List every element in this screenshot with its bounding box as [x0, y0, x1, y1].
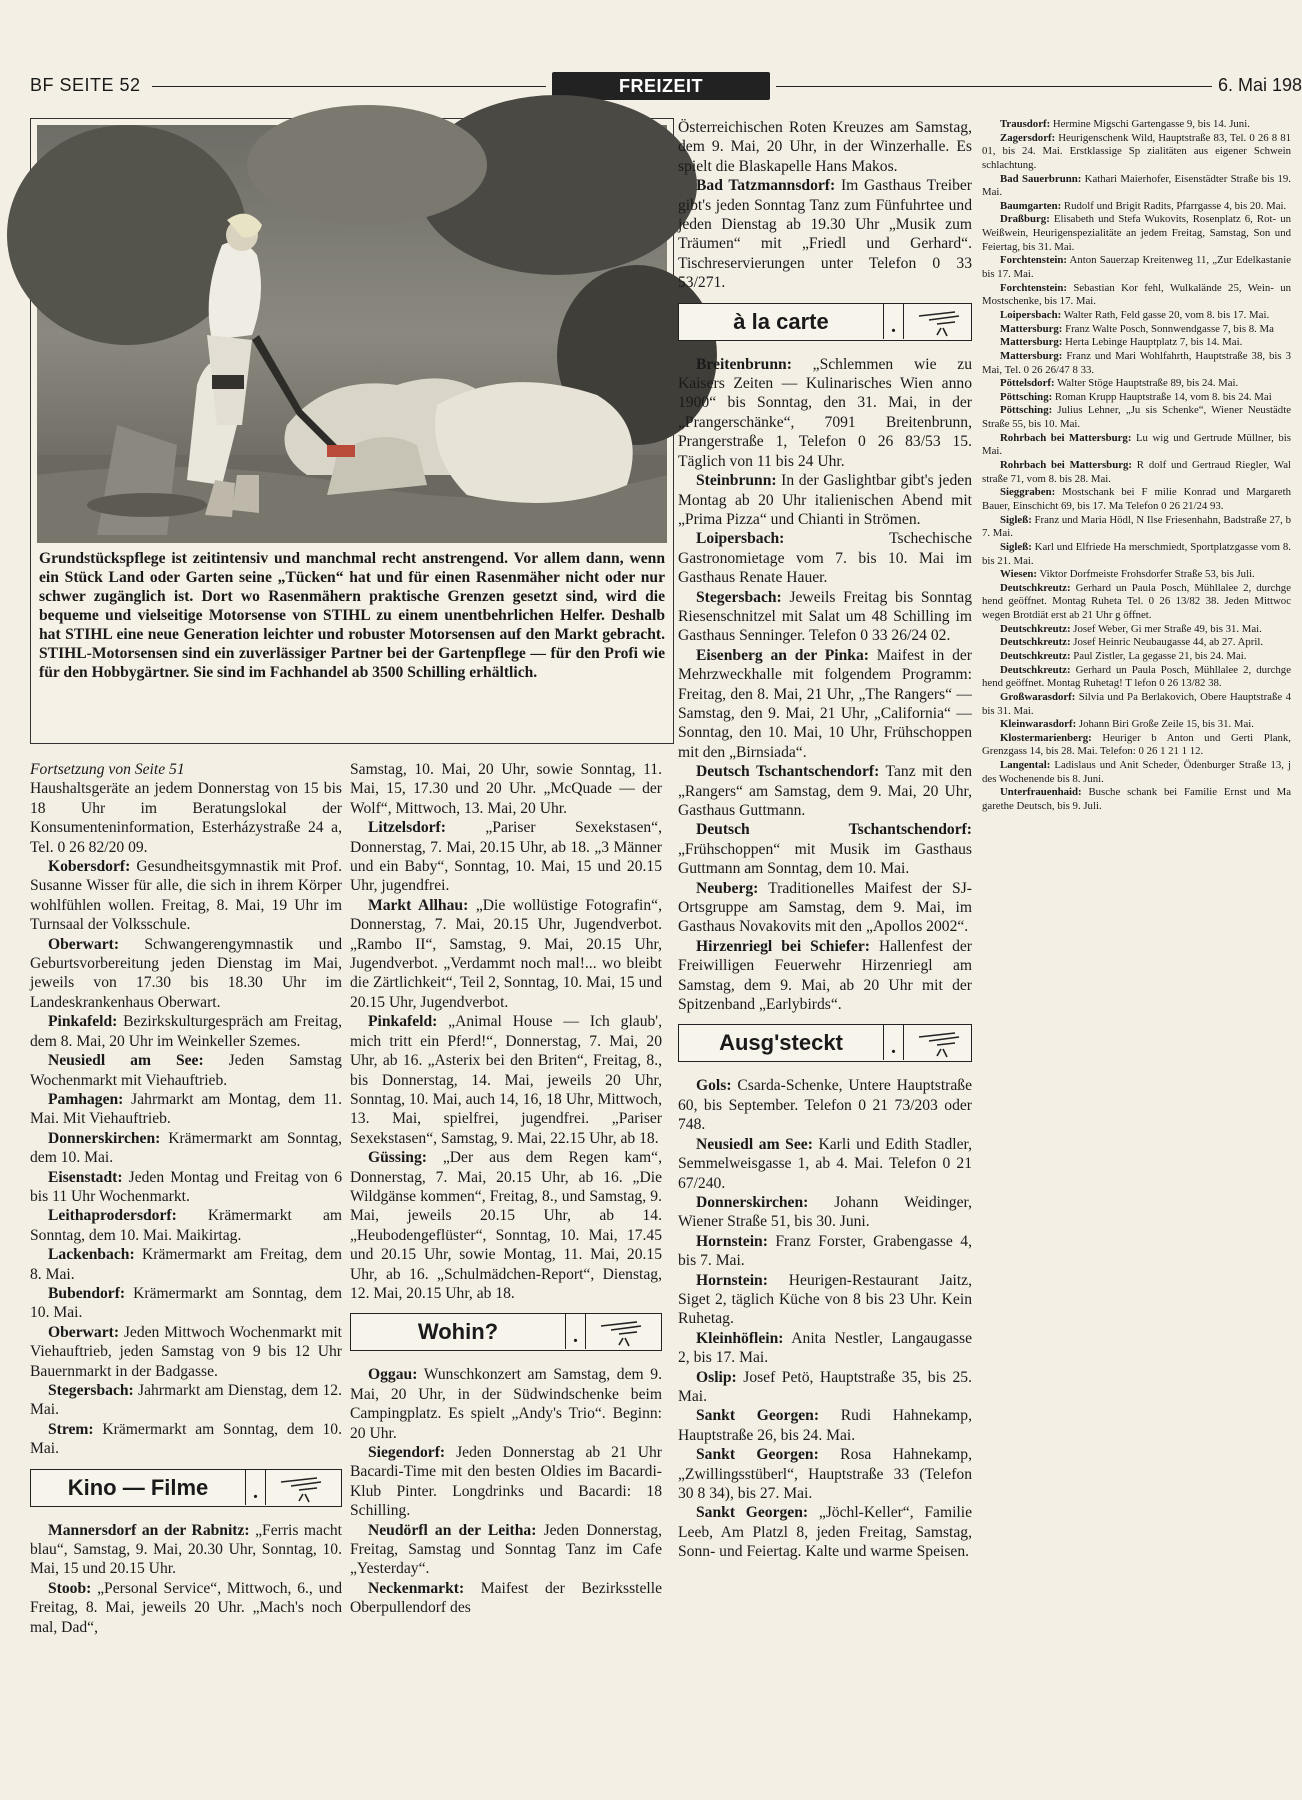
listing-place: Hornstein:: [696, 1232, 768, 1250]
listing-entry: [350, 1148, 662, 1303]
listing-place: Pamhagen:: [48, 1090, 124, 1108]
listing-entry: [30, 1206, 342, 1245]
listing-text: „Jöchl-Keller“, Familie Leeb, Am Platzl 8, jeden Freitag, Samstag, Sonn- und Feiertag. Kalte und warme Speisen.: [678, 1504, 972, 1561]
listing-text: Jeden Donnerstag ab 21 Uhr Bacardi-Time mit den besten Oldies im Bacardi-Klub Pinter. Longdrinks und Bacardi: 18 Schilling.: [350, 1444, 662, 1520]
listing-place: Draßburg:: [1000, 213, 1050, 226]
listing-text: „Frühschoppen“ mit Musik im Gasthaus Guttmann am Sonntag, dem 10. Mai.: [678, 840, 972, 878]
listing-text: Krämermarkt am Freitag, dem 8. Mai.: [30, 1246, 342, 1283]
section-title: Kino — Filme: [31, 1470, 246, 1505]
listing-place: Sieggraben:: [1000, 486, 1056, 499]
pointing-hand-icon: [915, 1029, 967, 1059]
listing-place: Steinbrunn:: [696, 472, 777, 490]
listing-text: „Die wollüstige Fotografin“, Donnerstag, 7. Mai, 20.15 Uhr, Jugendverbot. „Rambo II“, Samstag, 9. Mai, 20.15 Uhr, Jugendverbot. „Verdammt noch mal!... wo bleibt die Zärtlichkeit“, Teil 2, Sonntag, 10. Mai, 15 und 20.15 Uhr, Jugendverbot.: [350, 896, 662, 1011]
listing-entry: [982, 391, 1291, 405]
listing-text: Josef Weber, Gi mer Straße 49, bis 31. Mai.: [1070, 622, 1262, 635]
photo-caption: Grundstückspflege ist zeitintensiv und manchmal recht anstrengend. Vor allem dann, wenn ein Stück Land oder Garten seine „Tücken“ hat und für einen Rasenmäher nicht oder nur schwer zugänglich ist. Dort wo Rasenmähern praktische Grenzen gesetzt sind, wird die bequeme und vielseitige Motorsense von STIHL zu einem unentbehrlichen Helfer. Deshalb hat STIHL eine neue Generation leichter und robuster Motorsensen auf den Markt gebracht. STIHL-Motorsensen sind ein zuverlässiger Partner bei der Gartenpflege — für den Profi wie für den Hobbygärtner. Sie sind im Fachhandel ab 3500 Schilling erhältlich.: [39, 550, 665, 681]
listing-place: Bad Tatzmannsdorf:: [696, 177, 836, 195]
listing-entry: [982, 582, 1291, 623]
listing-entry: [30, 1051, 342, 1090]
listing-place: Deutschkreutz:: [1000, 581, 1071, 594]
listing-text: R dolf und Gertraud Riegler, Wal straße 71, vom 8. bis 28. Mai.: [982, 459, 1291, 485]
listing-entry: [30, 1579, 342, 1637]
listing-entry: [678, 1232, 972, 1271]
listing-place: Deutschkreutz:: [1000, 663, 1071, 676]
listing-place: Deutschkreutz:: [1000, 649, 1071, 662]
listing-entry: [982, 650, 1291, 664]
listing-text: Krämermarkt am Sonntag, dem 10. Mai.: [30, 1284, 342, 1322]
section-marker: .: [246, 1470, 266, 1505]
listing-entry: [982, 213, 1291, 254]
listing-entry: [30, 1168, 342, 1207]
listing-entry: [982, 200, 1291, 214]
pointing-hand-icon: [597, 1318, 649, 1348]
listing-text: Heuriger b Anton und Gerti Plank, Grenzgass 14, bis 28. Mai. Telefon: 0 26 1 21 1 12.: [982, 731, 1291, 758]
section-label: FREIZEIT: [552, 72, 770, 100]
event-list: [30, 857, 342, 1459]
section-title: Wohin?: [351, 1314, 566, 1349]
listing-entry: [678, 1193, 972, 1232]
listing-entry: [30, 935, 342, 1013]
listing-entry: [982, 759, 1291, 786]
section-header-a-la-carte: [678, 303, 972, 341]
listing-place: Neuberg:: [696, 879, 759, 897]
listing-entry: [982, 691, 1291, 718]
listing-place: Stoob:: [48, 1579, 92, 1597]
listing-entry: [350, 896, 662, 1012]
listing-text: Anton Sauerzap Kreitenweg 11, „Zur Edelkastanie bis 17. Mai.: [982, 254, 1291, 281]
listing-place: Neusiedl am See:: [696, 1135, 813, 1153]
listing-place: Neusiedl am See:: [48, 1052, 204, 1070]
listing-text: Schwangerengymnastik und Geburtsvorbereitung jeden Dienstag im Mai, jeweils von 17.30 bis 18.30 Uhr im Landeskrankenhaus Oberwart.: [30, 935, 342, 1011]
photo-illustration: [37, 125, 667, 543]
listing-entry: [350, 1365, 662, 1443]
listing-place: Deutschkreutz:: [1000, 622, 1071, 635]
pointing-hand-icon: [277, 1474, 329, 1504]
listing-text: Maifest in der Mehrzweckhalle mit folgendem Programm: Freitag, den 8. Mai, 21 Uhr, „The Rangers“ — Samstag, den 9. Mai, 21 Uhr, „California“ — Sonntag, den 10. Mai, 10 Uhr, Frühschoppen mit den „Birnsiada“.: [678, 646, 972, 761]
listing-place: Deutsch Tschantschendorf:: [696, 763, 880, 781]
paragraph: Österreichischen Roten Kreuzes am Samstag, dem 9. Mai, 20 Uhr, in der Winzerhalle. Es spielt die Blaskapelle Hans Makos.: [678, 119, 972, 175]
listing-place: Pöttelsdorf:: [1000, 377, 1055, 390]
listing-place: Rohrbach bei Mattersburg:: [1000, 431, 1132, 444]
listing-entry: [982, 336, 1291, 350]
listing-place: Litzelsdorf:: [368, 819, 446, 837]
event-list-a-la-carte: [678, 355, 972, 1015]
listing-place: Forchtenstein:: [1000, 281, 1067, 294]
listing-entry: [30, 1090, 342, 1129]
listing-entry: [678, 355, 972, 471]
listing-text: Josef Petö, Hauptstraße 35, bis 25. Mai.: [678, 1368, 972, 1405]
listing-entry: [678, 879, 972, 937]
listing-text: Kathari Maierhofer, Eisenstädter Straße bis 19. Mai.: [982, 172, 1292, 199]
listing-entry: [982, 404, 1291, 431]
listing-place: Oberwart:: [48, 935, 120, 953]
event-list: [982, 118, 1291, 814]
listing-text: Bezirkskulturgespräch am Freitag, dem 8. Mai, 20 Uhr im Weinkeller Szemes.: [30, 1013, 342, 1050]
listing-text: Anita Nestler, Langaugasse 2, bis 17. Mai.: [678, 1329, 972, 1367]
listing-text: Gerhard un Paula Posch, Mühllalee 2, durchge hend geöffnet. Montag Ruheta Tel. 0 26 13/82 38. Jeden Mittwoc wegen Brotdiät erst ab 21 Uhr g öffnet.: [982, 581, 1291, 622]
section-header-kino: [30, 1469, 342, 1507]
listing-text: Johann Biri Große Zeile 15, bis 31. Mai.: [1076, 718, 1254, 731]
listing-place: Kleinwarasdorf:: [1000, 718, 1077, 731]
listing-entry: [678, 1406, 972, 1445]
section-title: à la carte: [679, 304, 884, 339]
listing-entry: [350, 1579, 662, 1618]
listing-place: Lackenbach:: [48, 1246, 135, 1264]
column-4: [982, 118, 1291, 1798]
listing-text: Hermine Migschi Gartengasse 9, bis 14. Juni.: [1050, 118, 1250, 130]
listing-place: Neckenmarkt:: [368, 1579, 465, 1597]
listing-place: Sigleß:: [1000, 540, 1032, 553]
continuation-note: Fortsetzung von Seite 51: [30, 761, 185, 778]
listing-text: Franz Walte Posch, Sonnwendgasse 7, bis 8. Ma: [1062, 322, 1274, 335]
listing-entry: [30, 1284, 342, 1323]
event-list-wohin: [350, 1365, 662, 1617]
listing-entry: [30, 1245, 342, 1284]
listing-place: Mannersdorf an der Rabnitz:: [48, 1521, 250, 1539]
listing-entry: [982, 132, 1291, 173]
page-header: [30, 74, 1302, 100]
listing-place: Deutschkreutz:: [1000, 636, 1071, 649]
event-list-ausgsteckt: [678, 1076, 972, 1561]
listing-entry: [678, 646, 972, 762]
listing-place: Loipersbach:: [1000, 308, 1062, 321]
section-marker: .: [884, 304, 904, 339]
listing-entry: [982, 514, 1291, 541]
listing-entry: [982, 432, 1291, 459]
listing-place: Zagersdorf:: [1000, 131, 1056, 144]
listing-entry: [678, 1445, 972, 1503]
listing-place: Pöttsching:: [1000, 390, 1053, 403]
listing-place: Klostermarienberg:: [1000, 731, 1092, 744]
listing-entry: [982, 459, 1291, 486]
issue-date: 6. Mai 198: [1218, 75, 1302, 95]
listing-text: Lu wig und Gertrude Müllner, bis Mai.: [982, 431, 1292, 458]
listing-text: Im Gasthaus Treiber gibt's jeden Sonntag Tanz zum Fünfuhrtee und jeden Dienstag ab 19.30 Uhr „Musik zum Träumen“ mit „Friedl und Gerhard“. Tischreservierungen unter Telefon 0 33 53/271.: [678, 177, 972, 292]
listing-place: Mattersburg:: [1000, 349, 1063, 362]
listing-entry: [982, 636, 1291, 650]
listing-text: Rudolf und Brigit Radits, Pfarrgasse 4, bis 20. Mai.: [1061, 199, 1287, 212]
listing-place: Forchtenstein:: [1000, 254, 1067, 267]
listing-entry: [982, 486, 1291, 513]
listing-text: Jahrmarkt am Dienstag, dem 12. Mai.: [30, 1382, 342, 1419]
listing-place: Breitenbrunn:: [696, 355, 792, 373]
listing-place: Sankt Georgen:: [696, 1407, 820, 1425]
listing-text: Jeden Montag und Freitag von 6 bis 11 Uhr Wochenmarkt.: [30, 1168, 342, 1205]
listing-entry: [678, 820, 972, 878]
listing-text: Walter Stöge Hauptstraße 89, bis 24. Mai.: [1054, 377, 1239, 390]
listing-place: Eisenstadt:: [48, 1168, 123, 1186]
event-list: [350, 818, 662, 1303]
listing-text: Johann Weidinger, Wiener Straße 51, bis 30. Juni.: [678, 1193, 972, 1231]
listing-text: Silvia und Pa Berlakovich, Obere Hauptstraße 4 bis 31. Mai.: [982, 690, 1291, 717]
listing-entry: [982, 786, 1291, 813]
section-marker: .: [884, 1025, 904, 1060]
listing-entry: [982, 173, 1291, 200]
photo-gardener-with-brushcutter: [37, 125, 667, 543]
listing-entry: [350, 1443, 662, 1521]
listing-entry: [30, 1381, 342, 1420]
listing-entry: [982, 377, 1291, 391]
listing-text: Hallenfest der Freiwilligen Feuerwehr Hirzenriegl am Samstag, dem 9. Mai, ab 20 Uhr mit der Spitzenband „Earlybirds“.: [678, 937, 972, 1014]
listing-text: „Der aus dem Regen kam“, Donnerstag, 7. Mai, 20.15 Uhr, ab 16. „Die Wildgänse kommen“, Freitag, 8., und Samstag, 9. Mai, jeweils 20.15 Uhr, ab 14. „Heubodengeflüster“, Sonntag, 10. Mai, 17.45 und 20.15 Uhr, sowie Montag, 11. Mai, 20.15 Uhr, ab 16. „Schulmädchen-Report“, Dienstag, 12. Mai, 20.15 Uhr, ab 18.: [350, 1149, 662, 1302]
listing-place: Rohrbach bei Mattersburg:: [1000, 459, 1132, 472]
listing-entry: [678, 1503, 972, 1561]
listing-entry: [982, 254, 1291, 281]
listing-place: Stegersbach:: [696, 588, 782, 606]
listing-text: Julius Lehner, „Ju sis Schenke“, Wiener Neustädte Straße 55, bis 10. Mai.: [982, 404, 1291, 431]
listing-place: Sankt Georgen:: [696, 1446, 819, 1464]
listing-entry: [982, 118, 1291, 132]
listing-entry: [30, 1129, 342, 1168]
listing-text: Heurigen-Restaurant Jaitz, Siget 2, täglich Küche von 8 bis 23 Uhr. Kein Ruhetag.: [678, 1271, 972, 1328]
listing-place: Eisenberg an der Pinka:: [696, 646, 869, 664]
listing-entry: [982, 323, 1291, 337]
listing-text: Viktor Dorfmeiste Frohsdorfer Straße 53, bis Juli.: [1037, 568, 1255, 581]
column-2: [350, 760, 662, 1618]
listing-text: Tschechische Gastronomietage vom 7. bis 10. Mai im Gasthaus Renate Hauer.: [678, 530, 972, 587]
listing-entry: [678, 588, 972, 646]
listing-text: Mostschank bei F milie Konrad und Margareth Bauer, Einschicht 69, bis 17. Ma Telefon 0 26 21/24 93.: [982, 486, 1291, 512]
listing-text: Csarda-Schenke, Untere Hauptstraße 60, bis September. Telefon 0 21 73/203 oder 748.: [678, 1077, 972, 1134]
listing-text: Jeden Donnerstag, Freitag, Samstag und Sonntag Tanz im Cafe „Yesterday“.: [350, 1521, 662, 1578]
listing-place: Wiesen:: [1000, 568, 1037, 581]
listing-text: Jeden Mittwoch Wochenmarkt mit Viehauftrieb, jeden Samstag von 9 bis 12 Uhr Bauernmarkt in der Badgasse.: [30, 1323, 342, 1380]
listing-entry: [678, 471, 972, 529]
listing-place: Kobersdorf:: [48, 858, 131, 876]
listing-entry: [350, 818, 662, 896]
listing-place: Leithaprodersdorf:: [48, 1207, 177, 1225]
listing-text: Josef Heinric Neubaugasse 44, ab 27. April.: [1070, 636, 1264, 649]
listing-entry: [350, 1521, 662, 1579]
listing-text: Maifest der Bezirksstelle Oberpullendorf des: [350, 1579, 662, 1617]
listing-place: Baumgarten:: [1000, 199, 1062, 212]
listing-entry: [982, 718, 1291, 732]
listing-entry: [982, 541, 1291, 568]
listing-place: Markt Allhau:: [368, 896, 469, 914]
section-title: Ausg'steckt: [679, 1025, 884, 1060]
column-1: [30, 760, 342, 1637]
listing-place: Langental:: [1000, 759, 1051, 772]
listing-entry: [982, 309, 1291, 323]
listing-entry: [30, 1012, 342, 1051]
listing-text: Jeweils Freitag bis Sonntag Riesenschnitzel mit Salat um 48 Schilling im Gasthaus Senninger. Telefon 0 33 26/24 02.: [678, 588, 972, 645]
listing-entry: [678, 762, 972, 820]
listing-text: „Ferris macht blau“, Samstag, 9. Mai, 20.30 Uhr, Sonntag, 10. Mai, 15 und 20.15 Uhr.: [30, 1521, 343, 1578]
listing-text: Heurigenschenk Wild, Hauptstraße 83, Tel. 0 26 8 81 01, bis 24. Mai. Erstklassige Sp zialitäten aus eigener Schwein schlachtung.: [982, 131, 1291, 171]
listing-entry: [678, 937, 972, 1015]
page-number: BF SEITE 52: [30, 75, 141, 95]
listing-text: Rudi Hahnekamp, Hauptstraße 26, bis 24. Mai.: [678, 1407, 972, 1444]
listing-entry: [982, 664, 1291, 691]
listing-place: Donnerskirchen:: [696, 1193, 809, 1211]
listing-place: Stegersbach:: [48, 1382, 134, 1399]
listing-entry: [678, 176, 972, 292]
listing-place: Oslip:: [696, 1368, 737, 1386]
listing-entry: [678, 1135, 972, 1193]
pointing-hand-icon: [915, 308, 967, 338]
listing-place: Großwarasdorf:: [1000, 690, 1076, 703]
listing-place: Mattersburg:: [1000, 336, 1063, 349]
listing-text: Traditionelles Maifest der SJ-Ortsgruppe am Samstag, dem 9. Mai, im Gasthaus Novakovits mit den „Apollos 2002“.: [678, 879, 972, 936]
listing-text: Gerhard un Paula Posch, Mühllalee 2, durchge hend geöffnet. Montag Ruhetag! T lefon 0 26 13/82 38.: [982, 663, 1291, 690]
listing-entry: [982, 568, 1291, 582]
listing-entry: [678, 1076, 972, 1134]
listing-place: Strem:: [48, 1420, 94, 1438]
listing-place: Gols:: [696, 1077, 732, 1095]
listing-entry: [30, 1521, 342, 1579]
listing-text: „Animal House — Ich glaub', mich tritt ein Pferd!“, Donnerstag, 7. Mai, 20 Uhr, ab 16. „Asterix bei den Briten“, Freitag, 8., bis Donnerstag, 14. Mai, jeweils 20 Uhr, Sonntag, 10. Mai, auch 14, 16, 18 Uhr, Mittwoch, 13. Mai, spielfrei, jugendfrei. „Pariser Sexekstasen“, Samstag, 9. Mai, 22.15 Uhr, ab 18.: [350, 1013, 662, 1147]
listing-text: Krämermarkt am Sonntag, dem 10. Mai. Maikirtag.: [30, 1207, 342, 1244]
listing-text: Franz und Mari Wohlfahrth, Hauptstraße 38, bis 3 Mai, Tel. 0 26 26/47 8 33.: [982, 349, 1291, 376]
listing-text: Walter Rath, Feld gasse 20, vom 8. bis 17. Mai.: [1061, 308, 1270, 321]
paragraph: Haushaltsgeräte an jedem Donnerstag von 15 bis 18 Uhr im Beratungslokal der Konsumenteninformation, Esterházystraße 24 a, Tel. 0 26 82/20 09.: [30, 780, 342, 856]
section-header-wohin: [350, 1313, 662, 1351]
listing-text: „Pariser Sexekstasen“, Donnerstag, 7. Mai, 20.15 Uhr, ab 18. „3 Männer und ein Baby“, Sonntag, 10. Mai, 15 und 20.15 Uhr, jugendfrei.: [350, 819, 662, 895]
listing-text: Jeden Samstag Wochenmarkt mit Viehauftrieb.: [30, 1052, 342, 1089]
listing-text: Ladislaus und Anit Scheder, Ödenburger Straße 13, j des Wochenende bis 8. Juni.: [982, 759, 1291, 785]
listing-text: Karl und Elfriede Ha merschmiedt, Sportplatzgasse vom 8. bis 21. Mai.: [982, 540, 1291, 567]
listing-place: Neudörfl an der Leitha:: [368, 1521, 537, 1539]
listing-entry: [982, 732, 1291, 759]
listing-place: Pinkafeld:: [48, 1013, 118, 1031]
listing-entry: [982, 350, 1291, 377]
listing-place: Güssing:: [368, 1149, 427, 1167]
listing-entry: [678, 1368, 972, 1407]
listing-entry: [982, 623, 1291, 637]
listing-place: Sigleß:: [1000, 513, 1032, 526]
listing-place: Pinkafeld:: [368, 1013, 438, 1031]
listing-text: Elisabeth und Stefa Wukovits, Rosenplatz 6, Rot- un Weißwein, Heurigenspezialitäte an jedem Freitag, Samstag, Son und Feiertag, bis 31. Mai.: [982, 213, 1291, 253]
section-marker: .: [566, 1314, 586, 1349]
listing-place: Mattersburg:: [1000, 322, 1063, 335]
listing-text: Franz Forster, Grabengasse 4, bis 7. Mai.: [678, 1232, 972, 1270]
listing-place: Oggau:: [368, 1366, 418, 1384]
listing-place: Trausdorf:: [1000, 118, 1051, 130]
listing-place: Siegendorf:: [368, 1444, 446, 1461]
section-header-ausgsteckt: [678, 1024, 972, 1062]
listing-text: Gesundheitsgymnastik mit Prof. Susanne Wisser für alle, die sich in ihrem Körper wohlfühlen wollen. Freitag, 8. Mai, 19 Uhr im Turnsaal der Volksschule.: [30, 858, 342, 934]
listing-text: Rosa Hahnekamp, „Zwillingsstüberl“, Hauptstraße 33 (Telefon 30 8 34), bis 27. Mai.: [678, 1446, 972, 1502]
listing-entry: [30, 1420, 342, 1459]
listing-place: Kleinhöflein:: [696, 1329, 784, 1347]
listing-entry: [982, 282, 1291, 309]
listing-place: Hirzenriegl bei Schiefer:: [696, 937, 870, 955]
listing-entry: [30, 1323, 342, 1381]
listing-place: Bad Sauerbrunn:: [1000, 172, 1082, 185]
listing-place: Deutsch Tschantschendorf:: [696, 821, 972, 839]
listing-place: Sankt Georgen:: [696, 1504, 809, 1522]
listing-place: Loipersbach:: [696, 530, 785, 548]
listing-text: Roman Krupp Hauptstraße 14, vom 8. bis 24. Mai: [1052, 390, 1272, 403]
listing-text: Herta Lebinge Hauptplatz 7, bis 14. Mai.: [1062, 336, 1243, 349]
event-list-kino: [30, 1521, 342, 1637]
listing-entry: [678, 1329, 972, 1368]
listing-text: Wunschkonzert am Samstag, dem 9. Mai, 20 Uhr, in der Südwindschenke beim Campingplatz. Es spielt „Andy's Trio“. Beginn: 20 Uhr.: [350, 1366, 662, 1442]
listing-entry: [350, 1012, 662, 1148]
listing-entry: [678, 1271, 972, 1329]
listing-place: Hornstein:: [696, 1271, 768, 1289]
photo-box: [30, 118, 674, 744]
listing-place: Oberwart:: [48, 1323, 120, 1341]
listing-text: In der Gaslightbar gibt's jeden Montag ab 20 Uhr italienischen Abend mit „Prima Pizza“ und Chianti in Strömen.: [678, 472, 972, 528]
header-rule-right: [776, 86, 1212, 87]
listing-entry: [678, 529, 972, 587]
listing-place: Unterfrauenhaid:: [1000, 786, 1082, 799]
listing-text: Krämermarkt am Sonntag, dem 10. Mai.: [30, 1420, 342, 1458]
listing-place: Pöttsching:: [1000, 404, 1053, 417]
listing-text: Sebastian Kor fehl, Wulkalände 25, Wein- un Mostschenke, bis 17. Mai.: [982, 281, 1291, 308]
column-3: [678, 118, 972, 1562]
listing-text: Paul Zistler, La gegasse 21, bis 24. Mai.: [1070, 649, 1247, 662]
listing-entry: [30, 857, 342, 935]
listing-text: Jahrmarkt am Montag, dem 11. Mai. Mit Viehauftrieb.: [30, 1090, 342, 1128]
listing-text: Karli und Edith Stadler, Semmelweisgasse 1, ab 4. Mai. Telefon 0 21 67/240.: [678, 1135, 972, 1192]
listing-text: Tanz mit den „Rangers“ am Samstag, dem 9. Mai, 20 Uhr, Gasthaus Guttmann.: [678, 763, 972, 819]
listing-text: Krämermarkt am Sonntag, dem 10. Mai.: [30, 1129, 342, 1167]
listing-text: Franz und Maria Hödl, N Ilse Friesenhahn, Badstraße 27, b 7. Mai.: [982, 513, 1291, 540]
event-list: [678, 176, 972, 292]
listing-text: „Personal Service“, Mittwoch, 6., und Freitag, 8. Mai, jeweils 20 Uhr. „Mach's noch mal, Dad“,: [30, 1579, 342, 1636]
listing-text: Busche schank bei Familie Ernst und Ma garethe Deutsch, bis 9. Juli.: [982, 786, 1291, 813]
listing-text: „Schlemmen wie zu Kaisers Zeiten — Kulinarisches Wien anno 1900“ bis Sonntag, den 31. Mai, in der „Prangerschänke“, 7091 Breitenbrunn, Prangerstraße 1, Telefon 0 26 83/53 15. Täglich von 11 bis 24 Uhr.: [678, 355, 972, 470]
paragraph: Samstag, 10. Mai, 20 Uhr, sowie Sonntag, 11. Mai, 15, 17.30 und 20 Uhr. „McQuade — der Wolf“, Mittwoch, 13. Mai, 20 Uhr.: [350, 761, 662, 817]
listing-place: Donnerskirchen:: [48, 1129, 161, 1147]
header-rule-left: [152, 86, 546, 87]
listing-place: Bubendorf:: [48, 1284, 126, 1302]
